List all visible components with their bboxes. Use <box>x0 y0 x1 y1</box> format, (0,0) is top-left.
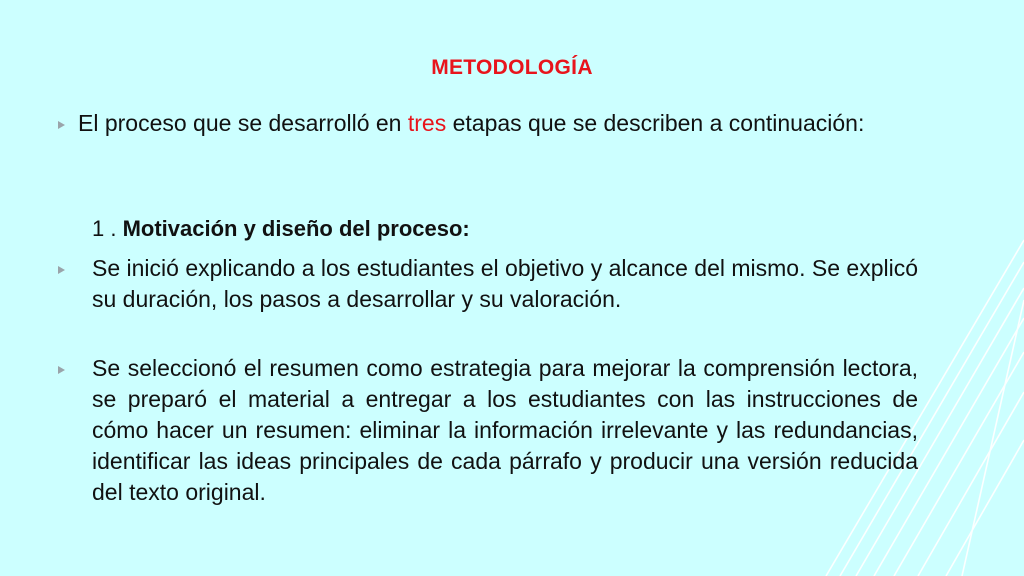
bullet-arrow-icon <box>58 121 65 129</box>
intro-text-after: etapas que se describen a continuación: <box>446 110 865 136</box>
step-heading <box>92 214 470 244</box>
intro-paragraph <box>78 108 918 139</box>
bullet-paragraph: Se inició explicando a los estudiantes el objetivo y alcance del mismo. Se explicó su duración, los pasos a desarrollar y su valoración. <box>92 255 918 312</box>
bullet-arrow-icon <box>58 266 65 274</box>
intro-highlight: tres <box>407 110 447 136</box>
bullet-arrow-icon <box>58 366 65 374</box>
step-number: 1 . <box>92 216 123 241</box>
step-label: Motivación y diseño del proceso: <box>122 216 470 241</box>
slide-title: METODOLOGÍA <box>431 56 593 79</box>
bullet-paragraph: Se seleccionó el resumen como estrategia para mejorar la comprensión lectora, se preparó el material a entregar a los estudiantes con las instrucciones de cómo hacer un resumen: eliminar la información irrelevante y las redundancias, identificar las ideas principales de cada párrafo y producir una versión reducida del texto original. <box>92 355 918 505</box>
intro-text-before: El proceso que se desarrolló en <box>78 110 408 136</box>
